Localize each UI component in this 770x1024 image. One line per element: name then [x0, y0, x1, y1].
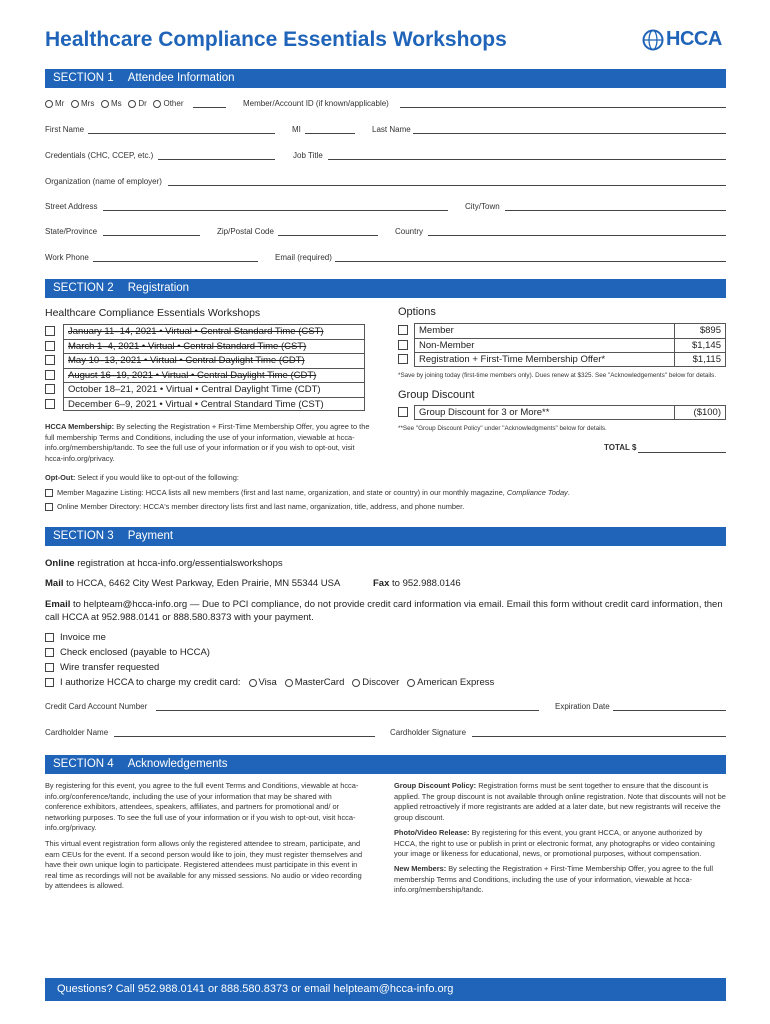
radio-visa[interactable] — [249, 679, 257, 687]
section-title: Payment — [127, 530, 174, 542]
workshop-checkbox[interactable] — [45, 384, 55, 394]
country-field[interactable] — [428, 235, 726, 236]
radio-ms[interactable] — [101, 100, 109, 108]
hcca-logo — [642, 28, 722, 51]
mail-text: to HCCA, 6462 City West Parkway, Eden Prairie, MN 55344 USA — [66, 578, 341, 589]
zip-label: Zip/Postal Code — [217, 227, 274, 236]
radio-amex[interactable] — [407, 679, 415, 687]
section-title: Acknowledgements — [127, 758, 228, 770]
expiration-field[interactable] — [613, 710, 726, 711]
ack-group-text: Registration forms must be sent together to ensure that the discount is applied. The group discount is not available through online registration. Note that discounts will not be applied retroactively if more registrants are added at a later date, but new registrants will receive the group discount. — [394, 781, 726, 822]
option-price: $1,145 — [674, 338, 726, 353]
membership-note-bold: HCCA Membership: — [45, 422, 115, 431]
group-discount-label: Group Discount for 3 or More** — [414, 405, 674, 420]
ack-photo-bold: Photo/Video Release: — [394, 828, 470, 837]
ack-new-members-text: By selecting the Registration + First-Time Membership Offer, you agree to the full membership Terms and Conditions, including the use of your information, viewable at hcca-info.org/membership/tandc. — [394, 864, 713, 894]
invoice-checkbox[interactable] — [45, 633, 54, 642]
card-number-label: Credit Card Account Number — [45, 702, 148, 711]
magazine-title: Compliance Today — [506, 488, 568, 497]
option-label: Member — [414, 323, 674, 338]
total-field[interactable] — [638, 452, 726, 453]
workshop-row — [45, 397, 365, 412]
total-label: TOTAL $ — [604, 443, 637, 452]
optout-text: Select if you would like to opt-out of the following: — [77, 473, 239, 482]
ack-new-members-bold: New Members: — [394, 864, 447, 873]
mi-label: MI — [292, 125, 301, 134]
amex-label: American Express — [417, 677, 495, 688]
radio-discover[interactable] — [352, 679, 360, 687]
section-number: SECTION 4 — [53, 758, 114, 770]
membership-note-text: By selecting the Registration + First-Time Membership Offer, you agree to the full membership Terms and Conditions, including the use of your information, viewable at hcca-info.org/membership/tandc. To see the full use of your information or if you wish to opt-out, visit hcca-info.org/privacy. — [45, 422, 370, 463]
credentials-label: Credentials (CHC, CCEP, etc.) — [45, 151, 154, 160]
radio-other[interactable] — [153, 100, 161, 108]
radio-mr[interactable] — [45, 100, 53, 108]
payment-method — [45, 675, 494, 690]
group-discount-heading: Group Discount — [398, 389, 475, 401]
optout-magazine-text: Member Magazine Listing: HCCA lists all new members (first and last name, organization, and state or country) in our monthly magazine, — [57, 488, 505, 497]
radio-mrs[interactable] — [71, 100, 79, 108]
ack-group-bold: Group Discount Policy: — [394, 781, 477, 790]
page-title: Healthcare Compliance Essentials Workshops — [45, 28, 507, 51]
wire-label: Wire transfer requested — [60, 662, 160, 673]
cardholder-name-field[interactable] — [114, 736, 375, 737]
salutation-mr-label: Mr — [55, 99, 65, 108]
ack-virtual: This virtual event registration form allows only the registered attendee to stream, participate, and earn CEUs for the event. If a second person would like to join, they must register themselves and have their own unique login to participate. Registered attendees must participate in this event in real time as recordings will not be available for any missed sessions. No audio or video recording by attendees is allowed. — [45, 839, 363, 890]
radio-mastercard[interactable] — [285, 679, 293, 687]
mi-field[interactable] — [305, 133, 355, 134]
option-price: $1,115 — [674, 352, 726, 367]
visa-label: Visa — [258, 677, 277, 688]
workshop-date: October 18–21, 2021 • Virtual • Central Daylight Time (CDT) — [63, 382, 365, 397]
options-note: *Save by joining today (first-time members only). Dues renew at $325. See "Acknowledgements" below for details. — [398, 372, 717, 379]
section2-header — [45, 279, 726, 298]
optout-directory-text: Online Member Directory: HCCA's member directory lists first and last name, organization, title, address, and phone number. — [57, 502, 465, 511]
workshop-row — [45, 353, 365, 368]
footer-contact: Questions? Call 952.988.0141 or 888.580.8373 or email helpteam@hcca-info.org — [45, 978, 726, 1001]
state-label: State/Province — [45, 227, 98, 236]
discover-label: Discover — [362, 677, 400, 688]
workshop-row — [45, 339, 365, 354]
member-id-field[interactable] — [400, 107, 726, 108]
ack-group-discount — [394, 781, 726, 823]
card-number-field[interactable] — [156, 710, 539, 711]
country-label: Country — [395, 227, 424, 236]
radio-dr[interactable] — [128, 100, 136, 108]
workshop-checkbox[interactable] — [45, 341, 55, 351]
options-list — [398, 323, 726, 367]
salutation-group — [45, 99, 183, 108]
ack-photo-text: By registering for this event, you grant HCCA, or anyone authorized by HCCA, the right to use or publish in print or electronic format, any photographs or video containing your image or likeness for educational, news, or promotional purposes, without compensation. — [394, 828, 715, 858]
optout-bold: Opt-Out: — [45, 473, 76, 482]
first-name-field[interactable] — [88, 133, 275, 134]
expiration-label: Expiration Date — [555, 702, 610, 711]
fax-text: to 952.988.0146 — [392, 578, 461, 589]
workshop-date: August 16–19, 2021 • Virtual • Central Daylight Time (CDT) — [63, 368, 365, 383]
invoice-label: Invoice me — [60, 632, 106, 643]
hcca-globe-icon — [642, 29, 664, 51]
zip-field[interactable] — [278, 235, 378, 236]
workshop-date: December 6–9, 2021 • Virtual • Central Standard Time (CST) — [63, 397, 365, 412]
email-label: Email (required) — [275, 253, 332, 262]
member-id-label: Member/Account ID (if known/applicable) — [243, 99, 389, 108]
options-heading: Options — [398, 306, 436, 318]
organization-label: Organization (name of employer) — [45, 177, 162, 186]
ack-photo-release — [394, 828, 726, 860]
payment-methods — [45, 630, 494, 690]
optout-directory-checkbox[interactable] — [45, 503, 53, 511]
optout-magazine: Member Magazine Listing: HCCA lists all new members (first and last name, organization, and state or country) in our monthly magazine, Compliance Today. — [45, 488, 726, 499]
ack-new-members — [394, 864, 726, 896]
group-discount-checkbox[interactable] — [398, 407, 408, 417]
section-number: SECTION 3 — [53, 530, 114, 542]
option-label: Registration + First-Time Membership Offer* — [414, 352, 674, 367]
option-price: $895 — [674, 323, 726, 338]
cardholder-name-label: Cardholder Name — [45, 728, 109, 737]
credit-card-checkbox[interactable] — [45, 678, 54, 687]
workshop-date: January 11–14, 2021 • Virtual • Central Standard Time (CST) — [63, 324, 365, 339]
workshop-date: May 10–13, 2021 • Virtual • Central Daylight Time (CDT) — [63, 353, 365, 368]
section1-header — [45, 69, 726, 88]
section4-header — [45, 755, 726, 774]
workshop-row — [45, 324, 365, 339]
ack-terms: By registering for this event, you agree to the full event Terms and Conditions, viewable at hcca-info.org/conference/tandc, including the use of your information that may be shared with conference exhibitors, attendees, speakers, affiliates, and partners for promotional and/ or networking purposes. To see the full use of your information or if you wish to opt-out, visit hcca-info.org/privacy. — [45, 781, 359, 832]
other-salutation-field[interactable] — [193, 107, 226, 108]
email-text: to helpteam@hcca-info.org — Due to PCI compliance, do not provide credit card information via email. Email this form without credit card information, then call HCCA at 952.988.0141 or 888.580.8373 with your payment. — [45, 599, 723, 623]
section3-header — [45, 527, 726, 546]
option-row — [398, 323, 726, 338]
section-number: SECTION 2 — [53, 282, 114, 294]
street-field[interactable] — [103, 210, 448, 211]
last-name-field[interactable] — [413, 133, 726, 134]
workshop-checkbox[interactable] — [45, 370, 55, 380]
group-discount-price: ($100) — [674, 405, 726, 420]
option-label: Non-Member — [414, 338, 674, 353]
mail-payment — [45, 578, 340, 589]
option-checkbox[interactable] — [398, 340, 408, 350]
section-title: Registration — [127, 282, 190, 294]
payment-method — [45, 630, 494, 645]
workshops-heading: Healthcare Compliance Essentials Workshops — [45, 307, 261, 319]
last-name-label: Last Name — [372, 125, 411, 134]
work-phone-label: Work Phone — [45, 253, 89, 262]
wire-checkbox[interactable] — [45, 663, 54, 672]
organization-field[interactable] — [168, 185, 726, 186]
option-checkbox[interactable] — [398, 354, 408, 364]
mail-bold: Mail — [45, 578, 64, 589]
job-title-label: Job Title — [293, 151, 323, 160]
workshop-row — [45, 368, 365, 383]
cardholder-sig-label: Cardholder Signature — [390, 728, 467, 737]
group-discount-note: **See "Group Discount Policy" under "Acknowledgments" below for details. — [398, 425, 607, 432]
email-bold: Email — [45, 599, 71, 610]
work-phone-field[interactable] — [93, 261, 258, 262]
salutation-ms-label: Ms — [111, 99, 122, 108]
option-row — [398, 338, 726, 353]
workshop-checkbox[interactable] — [45, 326, 55, 336]
first-name-label: First Name — [45, 125, 85, 134]
option-checkbox[interactable] — [398, 325, 408, 335]
credit-card-label: I authorize HCCA to charge my credit card: — [60, 677, 241, 688]
workshop-checkbox[interactable] — [45, 355, 55, 365]
optout-magazine-checkbox[interactable] — [45, 489, 53, 497]
fax-payment — [373, 578, 461, 589]
group-discount-list — [398, 405, 726, 420]
street-label: Street Address — [45, 202, 98, 211]
optout-directory — [45, 502, 726, 513]
check-label: Check enclosed (payable to HCCA) — [60, 647, 210, 658]
salutation-other-label: Other — [163, 99, 184, 108]
logo-text: HCCA — [666, 28, 722, 50]
state-field[interactable] — [103, 235, 200, 236]
payment-method — [45, 645, 494, 660]
online-bold: Online — [45, 558, 75, 569]
membership-note — [45, 422, 370, 464]
option-row — [398, 352, 726, 367]
workshop-row — [45, 382, 365, 397]
job-title-field[interactable] — [328, 159, 726, 160]
city-label: City/Town — [465, 202, 500, 211]
workshop-list — [45, 324, 365, 411]
salutation-dr-label: Dr — [138, 99, 147, 108]
section-number: SECTION 1 — [53, 72, 114, 84]
optout-intro — [45, 473, 726, 484]
check-checkbox[interactable] — [45, 648, 54, 657]
payment-method — [45, 660, 494, 675]
fax-bold: Fax — [373, 578, 390, 589]
group-discount-row — [398, 405, 726, 420]
credentials-field[interactable] — [158, 159, 275, 160]
online-text: registration at hcca-info.org/essentialsworkshops — [77, 558, 283, 569]
city-field[interactable] — [505, 210, 726, 211]
section-title: Attendee Information — [127, 72, 235, 84]
cardholder-sig-field[interactable] — [472, 736, 726, 737]
email-field[interactable] — [335, 261, 726, 262]
salutation-mrs-label: Mrs — [81, 99, 95, 108]
online-payment — [45, 558, 283, 569]
mastercard-label: MasterCard — [294, 677, 345, 688]
workshop-date: March 1–4, 2021 • Virtual • Central Standard Time (CST) — [63, 339, 365, 354]
email-payment — [45, 598, 726, 624]
workshop-checkbox[interactable] — [45, 399, 55, 409]
